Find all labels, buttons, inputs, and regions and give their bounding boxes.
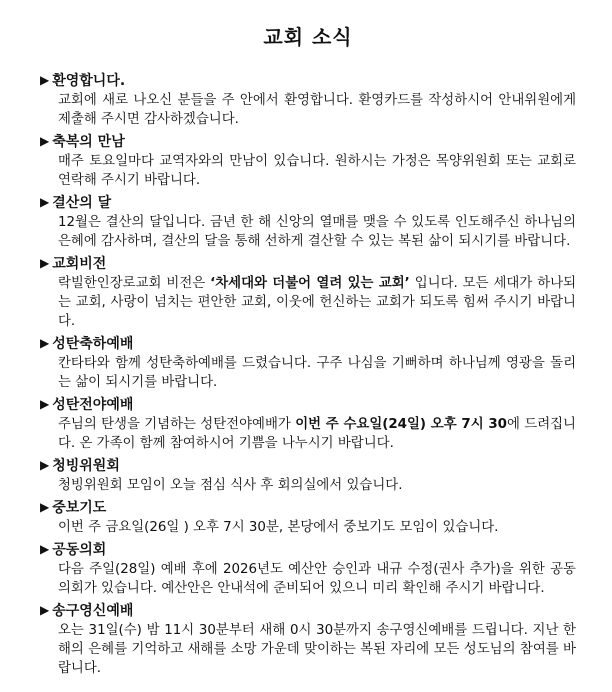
section-new-year-service bbox=[40, 600, 576, 678]
section-welcome bbox=[40, 70, 576, 129]
triangle-bullet-icon: ▶ bbox=[40, 603, 50, 617]
section-heading: ▶ 환영합니다. bbox=[40, 70, 576, 91]
section-christmas-service bbox=[40, 333, 576, 392]
section-heading: ▶ 성탄전야예배 bbox=[40, 394, 576, 415]
section-heading: ▶ 송구영신예배 bbox=[40, 600, 576, 621]
section-body: 다음 주일(28일) 예배 후에 2026년도 예산안 승인과 내규 수정(권사 추가)을 위한 공동의회가 있습니다. 예산안은 안내석에 준비되어 있으니 미리 확인해 주시기 바랍니다. bbox=[58, 562, 576, 596]
section-search-committee bbox=[40, 455, 576, 495]
triangle-bullet-icon: ▶ bbox=[40, 134, 50, 148]
section-body: 오는 31일(수) 밤 11시 30분부터 새해 0시 30분까지 송구영신예배를 드립니다. 지난 한 해의 은혜를 기억하고 새해를 소망 가운데 맞이하는 복된 자리에 모든 성도님의 참여를 바랍니다. bbox=[58, 623, 576, 676]
section-blessed-meeting bbox=[40, 131, 576, 190]
triangle-bullet-icon: ▶ bbox=[40, 195, 50, 209]
triangle-bullet-icon: ▶ bbox=[40, 500, 50, 514]
triangle-bullet-icon: ▶ bbox=[40, 336, 50, 350]
triangle-bullet-icon: ▶ bbox=[40, 458, 50, 472]
triangle-bullet-icon: ▶ bbox=[40, 256, 50, 270]
section-intercessory-prayer bbox=[40, 497, 576, 537]
section-church-vision bbox=[40, 253, 576, 331]
section-body: 12월은 결산의 달입니다. 금년 한 해 신앙의 열매를 맺을 수 있도록 인도해주신 하나님의 은혜에 감사하며, 결산의 달을 통해 선하게 결산할 수 있는 복된 삶이 되시기를 바랍니다. bbox=[58, 215, 576, 249]
triangle-bullet-icon: ▶ bbox=[40, 73, 50, 87]
section-body: 락빌한인장로교회 비전은 ‘차세대와 더불어 열려 있는 교회’ 입니다. 모든 세대가 하나되는 교회, 사랑이 넘치는 편안한 교회, 이웃에 헌신하는 교회가 되도록 힘써 주시기 바랍니다. bbox=[58, 276, 577, 329]
service-time: 이번 주 수요일(24일) 오후 7시 30 bbox=[295, 417, 507, 432]
section-christmas-eve-service bbox=[40, 394, 576, 453]
section-body: 칸타타와 함께 성탄축하예배를 드렸습니다. 구주 나심을 기뻐하며 하나님께 영광을 돌리는 삶이 되시기를 바랍니다. bbox=[58, 356, 576, 390]
section-heading: ▶ 청빙위원회 bbox=[40, 455, 576, 476]
section-settlement-month bbox=[40, 192, 576, 251]
section-heading: ▶ 결산의 달 bbox=[40, 192, 576, 213]
section-heading: ▶ 축복의 만남 bbox=[40, 131, 576, 152]
section-congregational-meeting bbox=[40, 539, 576, 598]
vision-statement: ‘차세대와 더불어 열려 있는 교회’ bbox=[210, 276, 410, 291]
section-heading: ▶ 교회비전 bbox=[40, 253, 576, 274]
page-title: 교회 소식 bbox=[263, 25, 353, 49]
section-heading: ▶ 성탄축하예배 bbox=[40, 333, 576, 354]
triangle-bullet-icon: ▶ bbox=[40, 397, 50, 411]
section-body: 이번 주 금요일(26일 ) 오후 7시 30분, 본당에서 중보기도 모임이 있습니다. bbox=[58, 520, 499, 535]
section-body: 청빙위원회 모임이 오늘 점심 식사 후 회의실에서 있습니다. bbox=[58, 478, 403, 493]
section-body: 주님의 탄생을 기념하는 성탄전야예배가 이번 주 수요일(24일) 오후 7시 30에 드려집니다. 온 가족이 함께 참여하시어 기쁨을 나누시기 바랍니다. bbox=[58, 417, 576, 451]
section-heading: ▶ 공동의회 bbox=[40, 539, 576, 560]
section-body: 교회에 새로 나오신 분들을 주 안에서 환영합니다. 환영카드를 작성하시어 안내위원에게 제출해 주시면 감사하겠습니다. bbox=[58, 93, 576, 127]
triangle-bullet-icon: ▶ bbox=[40, 542, 50, 556]
section-heading: ▶ 중보기도 bbox=[40, 497, 576, 518]
section-body: 매주 토요일마다 교역자와의 만남이 있습니다. 원하시는 가정은 목양위원회 또는 교회로 연락해 주시기 바랍니다. bbox=[58, 154, 576, 188]
